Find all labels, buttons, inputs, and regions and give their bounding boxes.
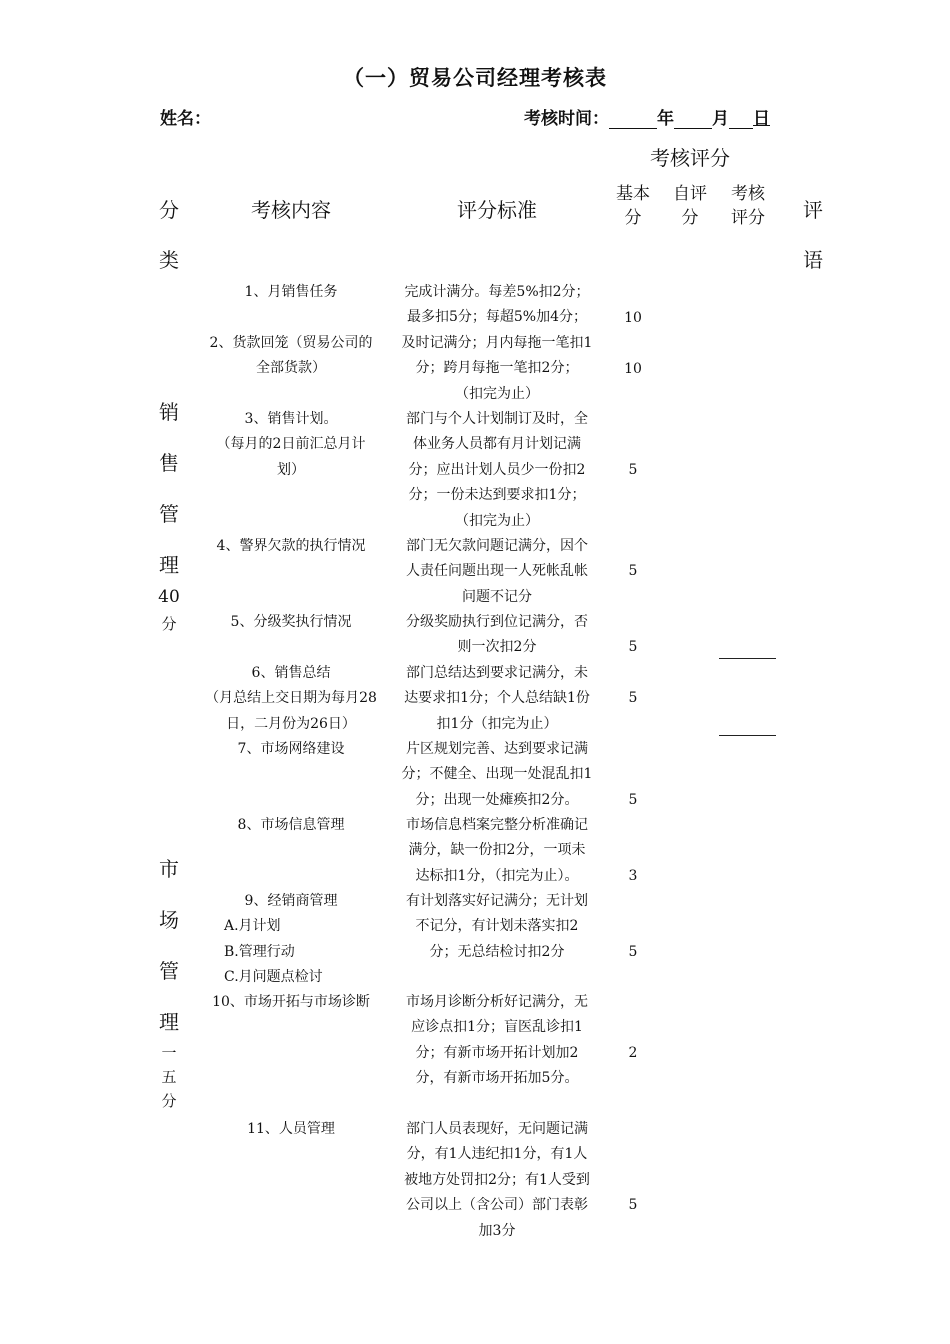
row-11-standard: 部门人员表现好，无问题记满 分，有1人违纪扣1分，有1人 被地方处罚扣2分；有1人受到 公司以上（含公司）部门表彰 加3分 xyxy=(404,1121,590,1239)
row-5-base-score: 5 xyxy=(628,639,638,655)
row-7-base-score: 5 xyxy=(628,792,638,808)
year-blank[interactable] xyxy=(609,110,657,129)
comment-header-bottom: 语 xyxy=(803,248,823,272)
category-header-top: 分 xyxy=(159,198,179,222)
row-2-standard: 及时记满分；月内每拖一笔扣1 分；跨月每拖一笔扣2分； （扣完为止） xyxy=(401,335,593,402)
day-blank[interactable] xyxy=(729,110,753,129)
row-5-content: 5、分级奖执行情况 xyxy=(230,614,352,630)
review-time-field xyxy=(524,104,770,129)
day-label: 日 xyxy=(753,109,770,129)
category-sales: 销 售 管 理 40 分 xyxy=(158,400,180,633)
row-10-content: 10、市场开拓与市场诊断 xyxy=(212,994,370,1010)
row-4-content: 4、警界欠款的执行情况 xyxy=(216,538,366,554)
row-10-standard: 市场月诊断分析好记满分，无 应诊点扣1分；盲医乱诊扣1 分；有新市场开拓计划加2 分，有新市场开拓加5分。 xyxy=(406,994,588,1087)
row-6-content: 6、销售总结 （月总结上交日期为每月28 日，二月份为26日） xyxy=(205,665,377,732)
page-title: （一）贸易公司经理考核表 xyxy=(343,66,607,90)
row-4-base-score: 5 xyxy=(628,563,638,579)
row-8-standard: 市场信息档案完整分析准确记 满分，缺一份扣2分，一项未 达标扣1分，（扣完为止）。 xyxy=(406,817,588,884)
score-group-header: 考核评分 xyxy=(650,146,730,170)
content-header: 考核内容 xyxy=(251,198,331,222)
row-3-content: 3、销售计划。 （每月的2日前汇总月计 划） xyxy=(216,411,366,478)
row-8-content: 8、市场信息管理 xyxy=(237,817,345,833)
row-7-content: 7、市场网络建设 xyxy=(237,741,345,757)
self-score-header: 自评 分 xyxy=(673,184,707,228)
row-11-base-score: 5 xyxy=(628,1197,638,1213)
review-score-blank[interactable] xyxy=(719,658,776,659)
month-label: 月 xyxy=(712,109,729,129)
row-9-standard: 有计划落实好记满分；无计划 不记分，有计划未落实扣2 分；无总结检讨扣2分 xyxy=(406,893,588,960)
year-label: 年 xyxy=(657,109,674,129)
row-2-content: 2、货款回笼（贸易公司的 全部货款） xyxy=(209,335,373,377)
row-3-base-score: 5 xyxy=(628,462,638,478)
row-10-base-score: 2 xyxy=(628,1045,638,1061)
review-score-header: 考核 评分 xyxy=(731,184,765,228)
row-11-content: 11、人员管理 xyxy=(247,1121,335,1137)
row-1-base-score: 10 xyxy=(624,310,642,326)
row-8-base-score: 3 xyxy=(628,868,638,884)
row-3-standard: 部门与个人计划制订及时，全 体业务人员都有月计划记满 分；应出计划人员少一份扣2 分；一份未达到要求扣1分； （扣完为止） xyxy=(406,411,588,529)
name-label: 姓名： xyxy=(160,109,211,129)
row-5-standard: 分级奖励执行到位记满分，否 则一次扣2分 xyxy=(406,614,588,656)
row-2-base-score: 10 xyxy=(624,361,642,377)
row-9-base-score: 5 xyxy=(628,944,638,960)
review-score-blank[interactable] xyxy=(719,735,776,736)
row-4-standard: 部门无欠款问题记满分，因个 人责任问题出现一人死帐乱帐 问题不记分 xyxy=(406,538,588,605)
row-1-content: 1、月销售任务 xyxy=(244,284,338,300)
row-9-content: 9、经销商管理 A.月计划 B.管理行动 C.月问题点检讨 xyxy=(224,893,338,986)
month-blank[interactable] xyxy=(674,110,712,129)
review-time-label: 考核时间： xyxy=(524,109,609,129)
row-6-base-score: 5 xyxy=(628,690,638,706)
category-market: 市 场 管 理 一 五 分 xyxy=(159,857,179,1110)
standard-header: 评分标准 xyxy=(457,198,537,222)
row-1-standard: 完成计满分。每差5%扣2分； 最多扣5分；每超5%加4分； xyxy=(404,284,590,326)
row-7-standard: 片区规划完善、达到要求记满 分；不健全、出现一处混乱扣1 分；出现一处瘫痪扣2分。 xyxy=(401,741,593,808)
row-6-standard: 部门总结达到要求记满分，未 达要求扣1分；个人总结缺1份 扣1分（扣完为止） xyxy=(404,665,590,732)
base-score-header: 基本 分 xyxy=(616,184,650,228)
comment-header-top: 评 xyxy=(803,198,823,222)
category-header-bottom: 类 xyxy=(159,248,179,272)
